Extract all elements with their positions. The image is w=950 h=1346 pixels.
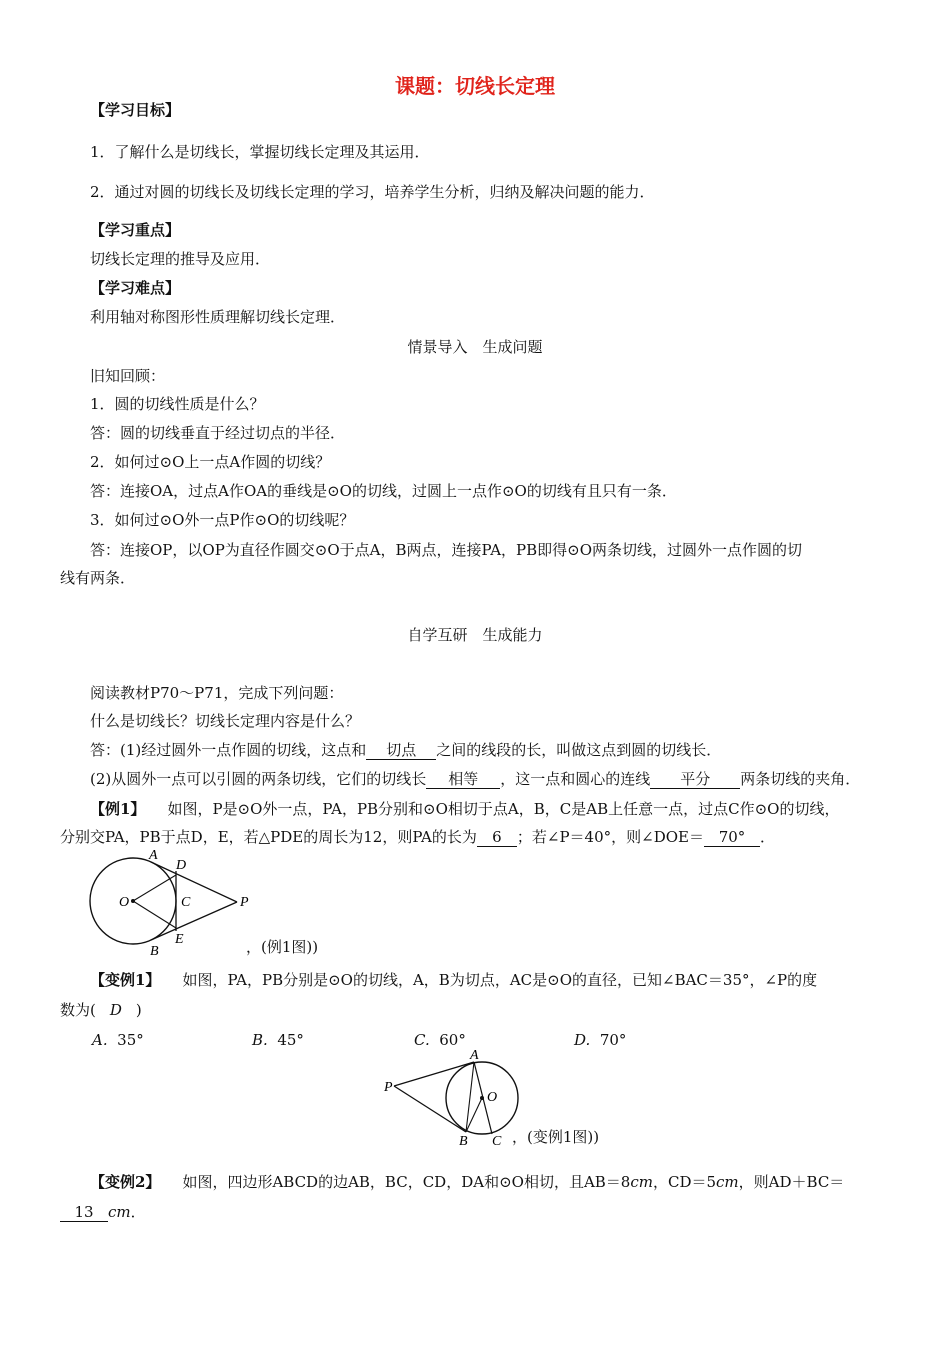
section1-heading: 情景导入 生成问题 <box>407 338 543 356</box>
point-label-p: P <box>240 895 249 910</box>
chord-ab <box>466 1062 474 1132</box>
question-text: 什么是切线长？切线长定理内容是什么？ <box>90 712 361 730</box>
review-line: 1．圆的切线性质是什么？ <box>90 395 265 413</box>
variant2-label: 【变例2】 <box>90 1173 161 1191</box>
point-label-c: C <box>181 895 191 910</box>
fill-blank: 13 <box>60 1203 108 1222</box>
point-label-p: P <box>384 1080 393 1095</box>
option-a: A. 35° <box>92 1031 144 1049</box>
goals-header: 【学习目标】 <box>90 101 181 119</box>
option-c: C. 60° <box>414 1031 466 1049</box>
review-line: 答：连接OP，以OP为直径作圆交⊙O于点A，B两点，连接PA，PB即得⊙O两条切线，过圆外一点作圆的切 <box>90 541 803 559</box>
variant1-figure <box>380 1048 525 1148</box>
point-label-d: D <box>176 858 187 873</box>
point-label-o: O <box>487 1090 498 1105</box>
review-label: 旧知回顾： <box>90 367 166 385</box>
tangent-pa <box>394 1062 474 1086</box>
example1-figure <box>85 845 265 960</box>
review-line: 3．如何过⊙O外一点P作⊙O的切线呢？ <box>90 511 355 529</box>
point-label-b: B <box>150 944 159 959</box>
segment-oe <box>133 901 176 928</box>
read-instruction: 阅读教材P70～P71，完成下列问题： <box>90 684 344 702</box>
center-dot <box>480 1096 484 1100</box>
goal-item-2: 2．通过对圆的切线长及切线长定理的学习，培养学生分析，归纳及解决问题的能力． <box>90 183 655 201</box>
goal-item-1: 1．了解什么是切线长，掌握切线长定理及其运用． <box>90 143 430 161</box>
key-point-header: 【学习重点】 <box>90 221 181 239</box>
page-title: 课题：切线长定理 <box>395 74 555 98</box>
review-line: 答：圆的切线垂直于经过切点的半径． <box>90 424 346 442</box>
point-label-e: E <box>175 932 184 947</box>
fill-blank: 切点 <box>366 741 436 760</box>
example1-line1: 【例1】 如图，P是⊙O外一点，PA，PB分别和⊙O相切于点A，B，C是AB上任意一点，过点C作⊙O的切线， <box>90 800 840 818</box>
point-label-a: A <box>470 1048 479 1063</box>
answer-2: (2)从圆外一点可以引圆的两条切线，它们的切线长 相等 ，这一点和圆心的连线 平分 两条切线的夹角． <box>90 770 861 788</box>
difficulty-header: 【学习难点】 <box>90 279 181 297</box>
fill-blank: 相等 <box>426 770 500 789</box>
variant1-caption: ，(变例1图)) <box>512 1128 600 1146</box>
answer-1: 答：(1)经过圆外一点作圆的切线，这点和 切点 之间的线段的长，叫做这点到圆的切线长． <box>90 741 722 759</box>
key-point-text: 切线长定理的推导及应用． <box>90 250 271 268</box>
option-d: D. 70° <box>574 1031 627 1049</box>
center-dot <box>131 899 135 903</box>
fill-blank: 70° <box>704 828 760 847</box>
tangent-pb <box>394 1086 466 1132</box>
variant1-label: 【变例1】 <box>90 971 161 989</box>
point-label-o: O <box>119 895 130 910</box>
option-b: B. 45° <box>252 1031 304 1049</box>
variant1-line2: 数为( D ) <box>60 1001 142 1019</box>
section2-heading: 自学互研 生成能力 <box>407 626 543 644</box>
answer-choice: D <box>109 1001 122 1019</box>
variant2-line1: 【变例2】 如图，四边形ABCD的边AB，BC，CD，DA和⊙O相切，且AB＝8cm，CD＝5cm，则AD＋BC＝ <box>90 1173 845 1191</box>
difficulty-text: 利用轴对称图形性质理解切线长定理． <box>90 308 346 326</box>
point-label-a: A <box>149 848 158 863</box>
review-line: 答：连接OA，过点A作OA的垂线是⊙O的切线，过圆上一点作⊙O的切线有且只有一条． <box>90 482 677 500</box>
variant1-line1: 【变例1】 如图，PA，PB分别是⊙O的切线，A，B为切点，AC是⊙O的直径，已知∠BAC＝35°，∠P的度 <box>90 971 818 989</box>
review-line: 2．如何过⊙O上一点A作圆的切线？ <box>90 453 331 471</box>
variant2-line2: 13 cm． <box>60 1202 146 1222</box>
example1-caption: ，(例1图)) <box>246 938 319 956</box>
segment-od <box>133 875 176 901</box>
point-label-c: C <box>492 1134 502 1148</box>
fill-blank: 6 <box>477 828 517 847</box>
fill-blank: 平分 <box>650 770 740 789</box>
example1-label: 【例1】 <box>90 800 146 818</box>
point-label-b: B <box>459 1134 468 1148</box>
example1-line2: 分别交PA，PB于点D，E，若△PDE的周长为12，则PA的长为 6 ；若∠P＝40°，则∠DOE＝ 70° ． <box>60 828 775 846</box>
review-line: 线有两条． <box>60 569 136 587</box>
